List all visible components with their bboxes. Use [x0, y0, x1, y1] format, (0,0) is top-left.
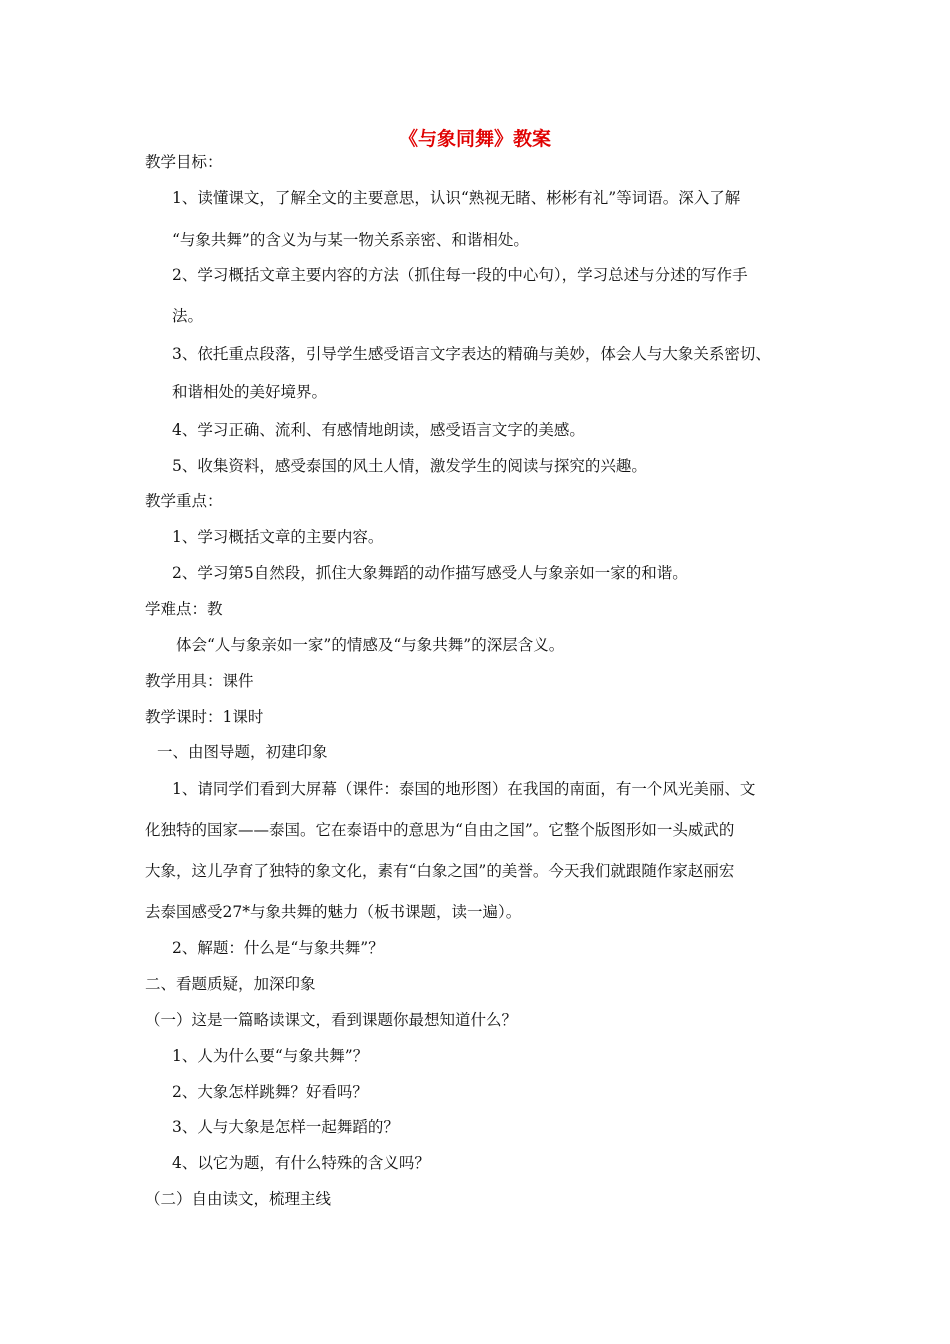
heading-objectives: 教学目标： — [145, 153, 223, 171]
question-1: 1、人为什么要“与象共舞”？ — [172, 1047, 369, 1065]
objective-1-line-1: 1、读懂课文，了解全文的主要意思，认识“熟视无睹、彬彬有礼”等词语。深入了解 — [172, 189, 741, 207]
document-title: 《与象同舞》教案 — [398, 128, 551, 150]
objective-4: 4、学习正确、流利、有感情地朗读，感受语言文字的美感。 — [172, 421, 585, 439]
section-1-para-line-2: 化独特的国家——泰国。它在泰语中的意思为“自由之国”。它整个版图形如一头威武的 — [145, 821, 735, 839]
section-1-para-line-1: 1、请同学们看到大屏幕（课件：泰国的地形图）在我国的南面，有一个风光美丽、文 — [172, 780, 756, 798]
key-point-1: 1、学习概括文章的主要内容。 — [172, 528, 384, 546]
objective-5: 5、收集资料，感受泰国的风土人情，激发学生的阅读与探究的兴趣。 — [172, 457, 647, 475]
question-3: 3、人与大象是怎样一起舞蹈的？ — [172, 1118, 399, 1136]
section-1-item-2: 2、解题：什么是“与象共舞”？ — [172, 939, 384, 957]
section-1-heading: 一、由图导题，初建印象 — [157, 743, 328, 761]
key-point-2: 2、学习第5自然段，抓住大象舞蹈的动作描写感受人与象亲如一家的和谐。 — [172, 564, 688, 582]
difficulty-text: 体会“人与象亲如一家”的情感及“与象共舞”的深层含义。 — [176, 636, 565, 654]
heading-key-points: 教学重点： — [145, 492, 223, 510]
section-2-heading: 二、看题质疑，加深印象 — [145, 975, 316, 993]
teaching-hours: 教学课时：1课时 — [145, 708, 264, 726]
objective-3-line-2: 和谐相处的美好境界。 — [172, 383, 328, 401]
section-1-para-line-3: 大象，这儿孕育了独特的象文化，素有“白象之国”的美誉。今天我们就跟随作家赵丽宏 — [145, 862, 735, 880]
objective-2-line-2: 法。 — [172, 307, 204, 325]
objective-1-line-2: “与象共舞”的含义为与某一物关系亲密、和谐相处。 — [172, 231, 529, 249]
section-2-sub-2: （二）自由读文，梳理主线 — [145, 1190, 332, 1208]
objective-2-line-1: 2、学习概括文章主要内容的方法（抓住每一段的中心句），学习总述与分述的写作手 — [172, 266, 748, 284]
question-4: 4、以它为题，有什么特殊的含义吗？ — [172, 1154, 430, 1172]
section-2-sub-1: （一）这是一篇略读课文，看到课题你最想知道什么？ — [145, 1011, 518, 1029]
teaching-tools: 教学用具：课件 — [145, 672, 254, 690]
section-1-para-line-4: 去泰国感受27*与象共舞的魅力（板书课题，读一遍）。 — [145, 903, 522, 921]
heading-difficulties: 学难点：教 — [145, 600, 223, 618]
objective-3-line-1: 3、依托重点段落，引导学生感受语言文字表达的精确与美妙，体会人与大象关系密切、 — [172, 345, 771, 363]
question-2: 2、大象怎样跳舞？好看吗？ — [172, 1083, 368, 1101]
